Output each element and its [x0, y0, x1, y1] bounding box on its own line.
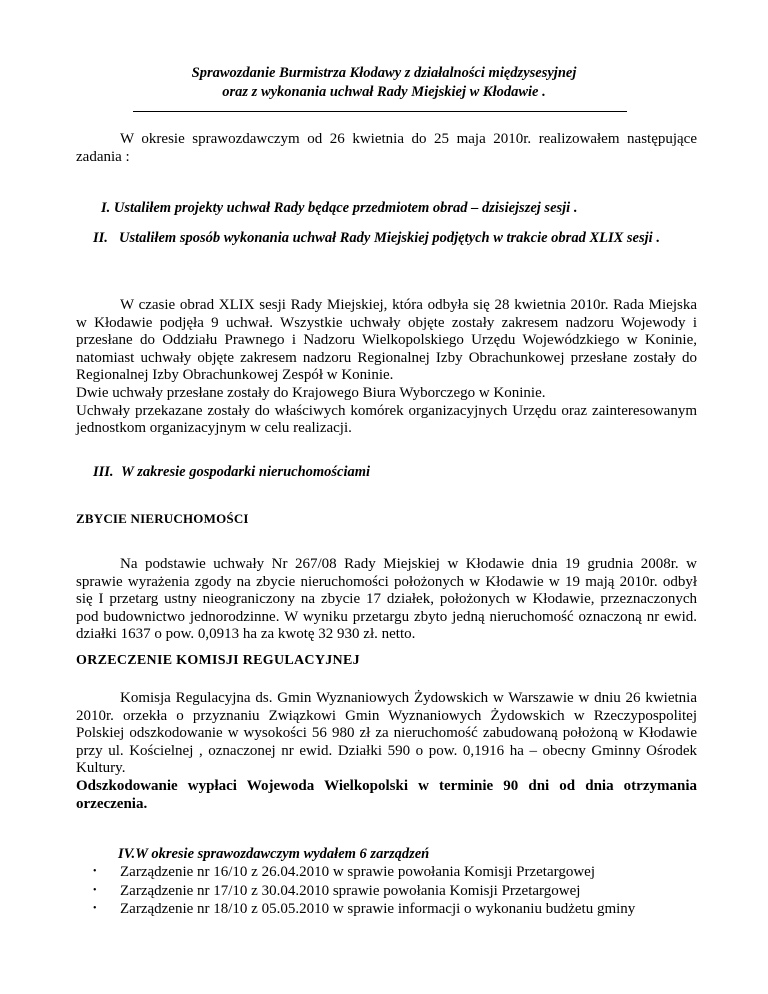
zbycie-heading: ZBYCIE NIERUCHOMOŚCI: [76, 511, 249, 526]
xlix-para-1: W czasie obrad XLIX sesji Rady Miejskiej, która odbyła się 28 kwietnia 2010r. Rada Miejska w Kłodawie podjęła 9 uchwał. Wszystkie uchwały objęte zostały zakresem nadzoru Wojewody i przesłane do Oddziału Prawnego i Nadzoru Wielkopolskiego Urzędu Wojewódzkiego w Koninie, natomiast uchwały objęte zakresem nadzoru Regionalnej Izby Obrachunkowej przesłane zostały do Regionalnej Izby Obrachunkowej Zespół w Koninie.: [76, 297, 697, 384]
zarzadzenia-list: [93, 863, 733, 919]
section-3-heading: W zakresie gospodarki nieruchomościami: [121, 464, 371, 480]
orzeczenie-heading: ORZECZENIE KOMISJI REGULACYJNEJ: [76, 653, 360, 668]
title-underline: [133, 111, 627, 112]
document-title-line-2: oraz z wykonania uchwał Rady Miejskiej w Kłodawie .: [222, 84, 546, 100]
list-item: • Zarządzenie nr 18/10 z 05.05.2010 w sprawie informacji o wykonaniu budżetu gminy: [93, 900, 733, 919]
zbycie-paragraph: [76, 556, 697, 644]
intro-paragraph: [76, 131, 697, 166]
section-4-heading: IV.W okresie sprawozdawczym wydałem 6 zarządzeń: [118, 846, 430, 862]
orzeczenie-text: Komisja Regulacyjna ds. Gmin Wyznaniowych Żydowskich w Warszawie w dniu 26 kwietnia 2010r. orzekła o przyznaniu Związkowi Gmin Wyznaniowych Żydowskich w Rzeczypospolitej Polskiej odszkodowanie w wysokości 56 980 zł za nieruchomość zabudowaną położoną w Kłodawie przy ul. Kościelnej , oznaczonej nr ewid. Działki 590 o pow. 0,1916 ha – obecny Gminny Ośrodek Kultury.: [76, 690, 697, 777]
section-1-heading: I. Ustaliłem projekty uchwał Rady będące przedmiotem obrad – dzisiejszej sesji .: [101, 200, 578, 216]
section-2-number: II.: [93, 230, 108, 246]
section-2-heading: Ustaliłem sposób wykonania uchwał Rady Miejskiej podjętych w trakcie obrad XLIX sesji .: [119, 230, 660, 246]
document-title-line-1: Sprawozdanie Burmistrza Kłodawy z działalności międzysesyjnej: [191, 65, 577, 81]
orzeczenie-bold-text: Odszkodowanie wypłaci Wojewoda Wielkopolski w terminie 90 dni od dnia otrzymania orzeczenia.: [76, 777, 697, 812]
list-item: • Zarządzenie nr 16/10 z 26.04.2010 w sprawie powołania Komisji Przetargowej: [93, 863, 733, 882]
section-3-number: III.: [93, 464, 114, 480]
intro-text: W okresie sprawozdawczym od 26 kwietnia do 25 maja 2010r. realizowałem następujące zadania :: [76, 131, 697, 165]
zbycie-text: Na podstawie uchwały Nr 267/08 Rady Miejskiej w Kłodawie dnia 19 grudnia 2008r. w sprawie wyrażenia zgody na zbycie nieruchomości położonych w Kłodawie w 19 mają 2010r. odbył się I przetarg ustny nieograniczony na zbycie 17 działek, położonych w Kłodawie, przeznaczonych pod budownictwo jednorodzinne. W wyniku przetargu zbyto jedną nieruchomość oznaczoną nr ewid. działki 1637 o pow. 0,0913 ha za kwotę 32 930 zł. netto.: [76, 556, 697, 643]
orzeczenie-paragraph: [76, 690, 697, 813]
list-item: • Zarządzenie nr 17/10 z 30.04.2010 sprawie powołania Komisji Przetargowej: [93, 882, 733, 901]
xlix-session-paragraph: [76, 297, 697, 438]
xlix-para-2: Dwie uchwały przesłane zostały do Krajowego Biura Wyborczego w Koninie.: [76, 384, 546, 401]
xlix-para-3: Uchwały przekazane zostały do właściwych komórek organizacyjnych Urzędu oraz zainteresowanym jednostkom organizacyjnym w celu realizacji.: [76, 402, 697, 437]
